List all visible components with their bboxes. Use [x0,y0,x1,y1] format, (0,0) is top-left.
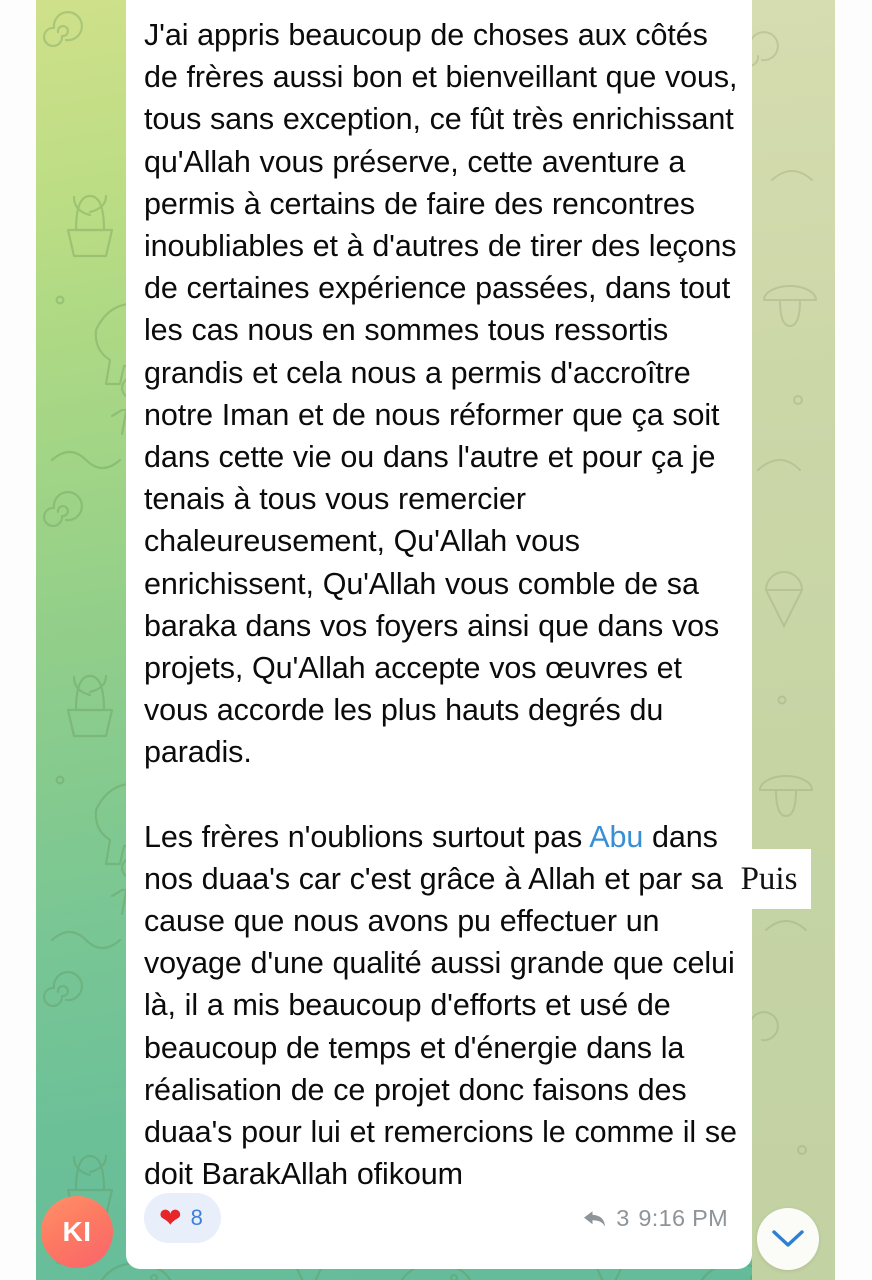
message-timestamp: 9:16 PM [638,1205,728,1231]
avatar[interactable] [41,1196,113,1268]
message-paragraph-1: J'ai appris beaucoup de choses aux côtés de frères aussi bon et bienveillant que vous, tous sans exception, ce fût très enrichissant qu'Allah vous préserve, cette aventure a permis à certains de faire des rencontres inoubliables et à d'autres de tirer des leçons de certaines expérience passées, dans tout les cas nous en sommes tous ressortis grandis et cela nous a permis d'accroître notre Iman et de nous réformer que ça soit dans cette vie ou dans l'autre et pour ça je tenais à tous vous remercier chaleureusement, Qu'Allah vous enrichissent, Qu'Allah vous comble de sa baraka dans vos foyers ainsi que dans vos projets, Qu'Allah accepte vos œuvres et vous accorde les plus hauts degrés du paradis. [144,18,738,770]
reaction-chip-heart[interactable] [144,1193,221,1243]
chevron-down-icon [771,1228,805,1250]
message-footer [144,1193,738,1247]
reply-count: 3 [616,1205,630,1231]
paragraph-2-lead: Les frères n'oublions surtout pas [144,819,590,854]
message-paragraph-2 [144,816,744,1196]
message-bubble[interactable] [126,0,752,1269]
screenshot-left-margin [0,0,36,1280]
overlay-text-box [727,849,811,909]
screenshot-right-margin [835,0,872,1280]
wallpaper-muted-column [752,0,835,1280]
paragraph-2-tail: dans nos duaa's car c'est grâce à Allah et par sa cause que nous avons pu effectuer un voyage d'une qualité aussi grande que celui là, il a mis beaucoup d'efforts et usé de beaucoup de temps et d'énergie dans la réalisation de ce projet donc faisons des duaa's pour lui et remercions le comme il se doit BarakAllah ofikoum [144,819,737,1192]
scroll-to-bottom-button[interactable] [757,1208,819,1270]
heart-emoji-icon: ❤ [159,1202,182,1233]
reply-arrow-icon [582,1208,607,1230]
message-text [144,14,744,1195]
wallpaper-doodle-pattern-muted [752,0,835,1280]
reaction-count: 8 [190,1205,203,1230]
overlay-text: Puis [740,860,798,897]
message-meta [582,1205,728,1232]
user-mention-link[interactable]: Abu [589,819,644,854]
avatar-initials: KI [62,1216,92,1247]
